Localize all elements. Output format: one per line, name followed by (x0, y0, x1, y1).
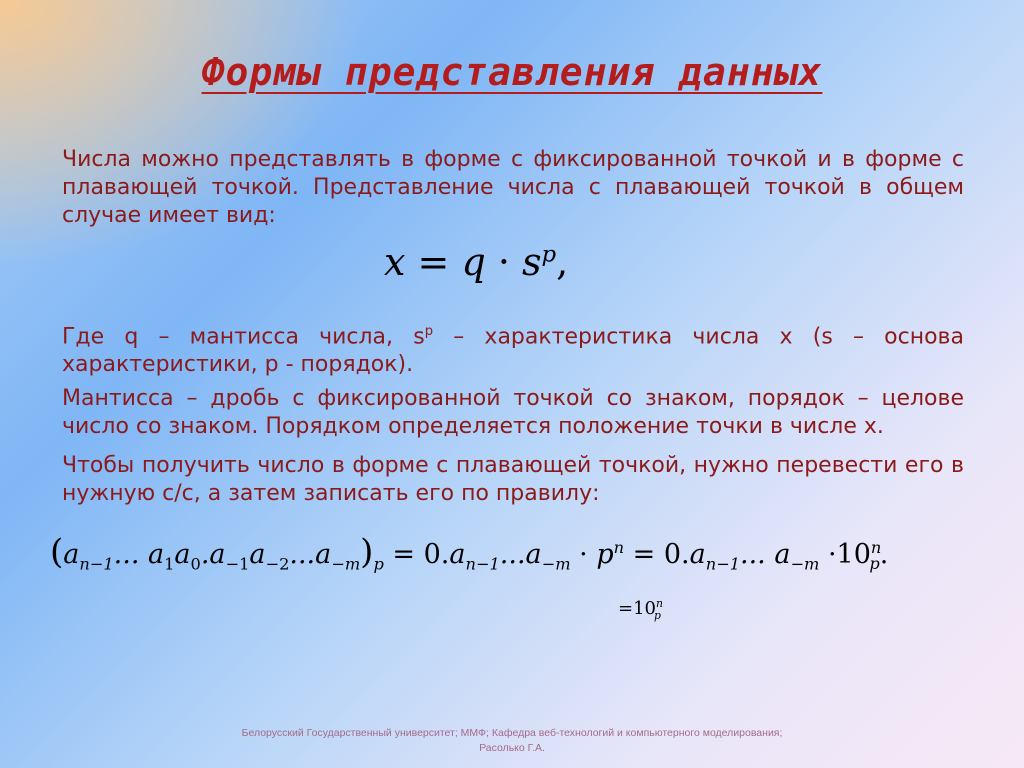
formula-note: $=10^n_p$ (618, 597, 663, 622)
convert-paragraph: Чтобы получить число в форме с плавающей точкой, нужно перевести его в нужную с/с, а затем записать его по правилу: (62, 453, 964, 506)
mantissa-paragraph: Мантисса – дробь с фиксированной точкой со знаком, порядок – целове число со знаком. Порядком определяется положение точки в числе x. (62, 386, 964, 439)
slide-title: Формы представления данных (201, 50, 823, 94)
intro-paragraph: Числа можно представлять в форме с фиксированной точкой и в форме с плавающей точкой. Представление числа с плавающей точкой в общем случае имеет вид: (62, 147, 964, 228)
formula-main: $x = q \cdot s^p$, (384, 240, 569, 284)
formula-rule: ($a_{n-1}$... $a_1a_0.a_{-1}a_{-2}...a_{-m})_p = 0.a_{n-1}...a_{-m} \cdot p^n = 0.a_{n-1}$... $a_{-m} \cdot 10^n_p$. (50, 532, 889, 574)
footer-line-1: Белорусский Государственный университет; ММФ; Кафедра веб-технологий и компьютерного моделирования; (241, 727, 783, 739)
footer-line-2: Расолько Г.А. (479, 742, 545, 754)
where-paragraph: Где q – мантисса числа, $s^p$ – характеристика числа x (s – основа характеристики, p - порядок). (62, 324, 965, 378)
footer (0, 726, 1024, 756)
